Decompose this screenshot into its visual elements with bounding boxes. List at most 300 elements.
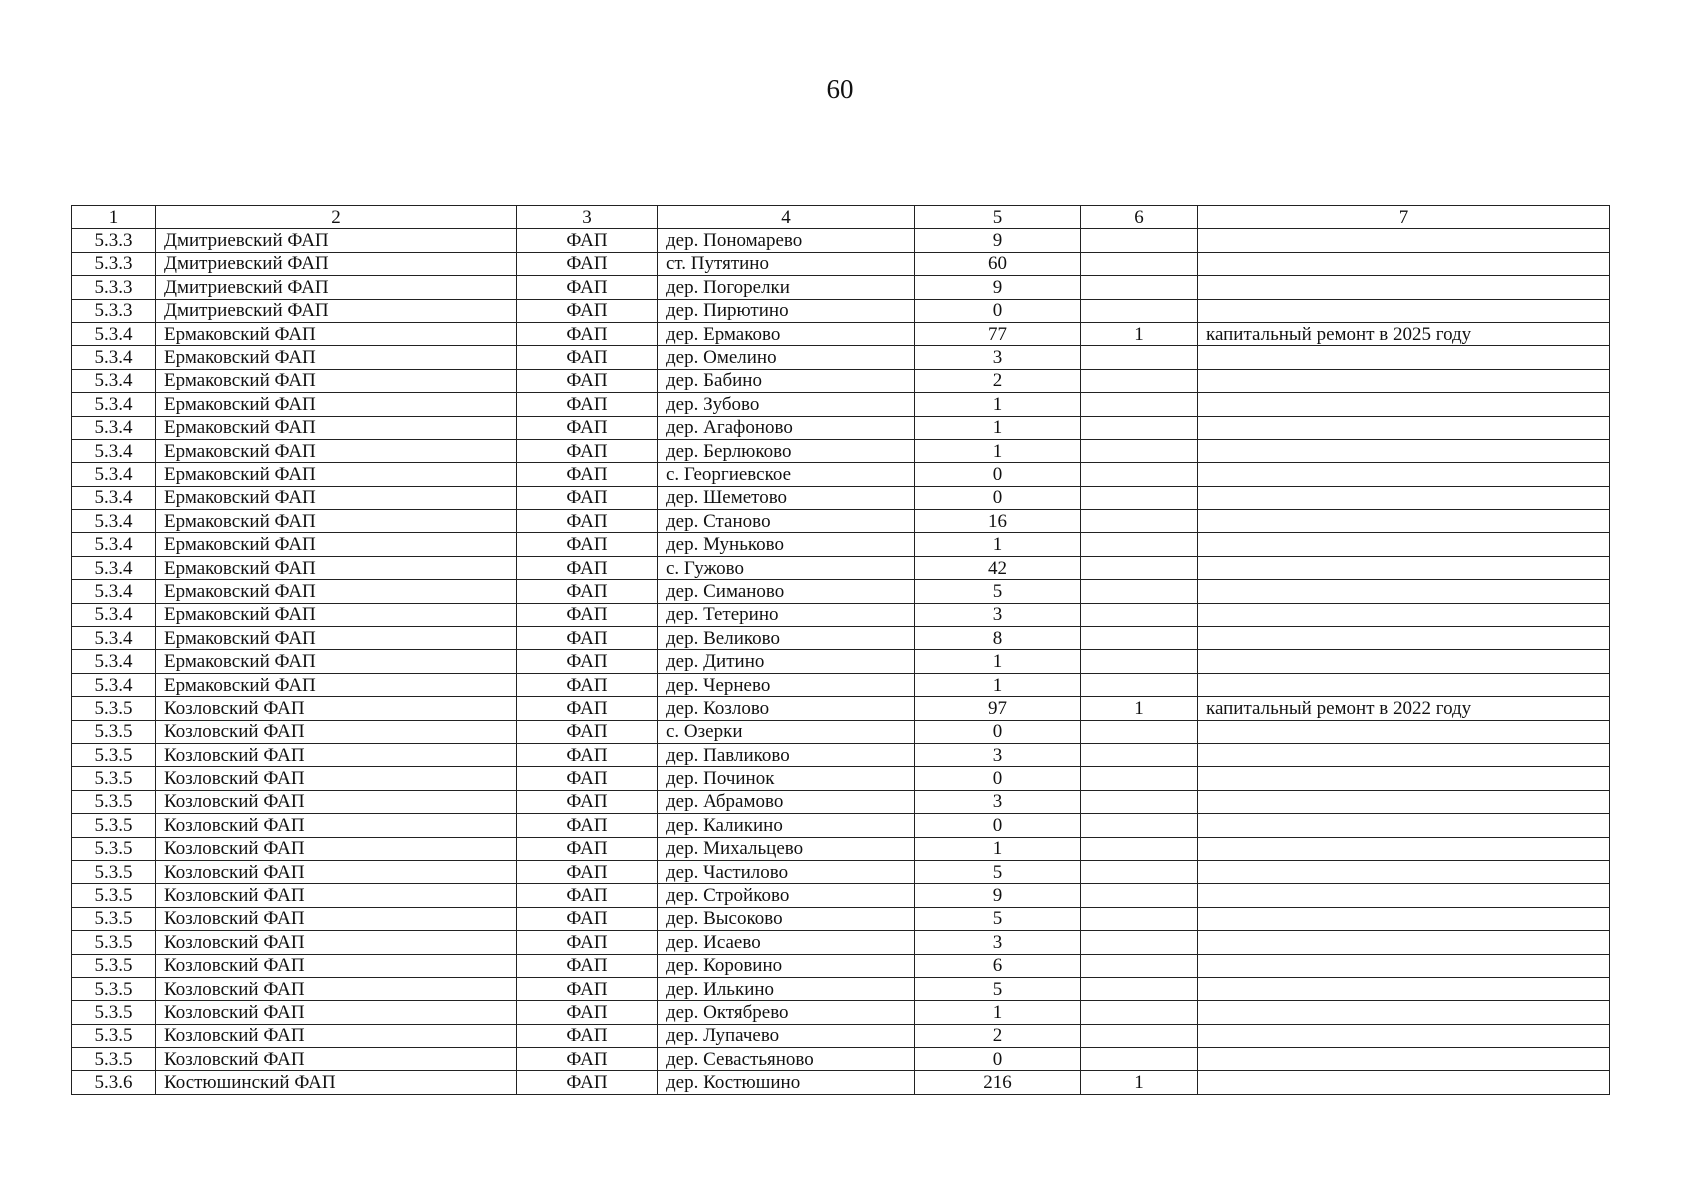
- column-header: 3: [517, 206, 658, 229]
- settlement-cell: дер. Погорелки: [658, 276, 915, 299]
- facility-name-cell: Ермаковский ФАП: [156, 393, 517, 416]
- facility-type-cell: ФАП: [517, 393, 658, 416]
- settlement-cell: ст. Путятино: [658, 252, 915, 275]
- settlement-cell: с. Гужово: [658, 556, 915, 579]
- count-cell: [1081, 229, 1198, 252]
- population-cell: 1: [915, 393, 1081, 416]
- note-cell: [1198, 650, 1610, 673]
- column-header: 6: [1081, 206, 1198, 229]
- row-code-cell: 5.3.5: [72, 837, 156, 860]
- facility-name-cell: Ермаковский ФАП: [156, 439, 517, 462]
- settlement-cell: дер. Чернево: [658, 673, 915, 696]
- count-cell: [1081, 252, 1198, 275]
- population-cell: 0: [915, 463, 1081, 486]
- count-cell: [1081, 276, 1198, 299]
- count-cell: [1081, 673, 1198, 696]
- population-cell: 0: [915, 299, 1081, 322]
- note-cell: [1198, 439, 1610, 462]
- settlement-cell: дер. Костюшино: [658, 1071, 915, 1094]
- count-cell: [1081, 720, 1198, 743]
- note-cell: [1198, 580, 1610, 603]
- facility-name-cell: Козловский ФАП: [156, 860, 517, 883]
- table-row: [72, 533, 1610, 556]
- table-row: [72, 697, 1610, 720]
- table-row: [72, 299, 1610, 322]
- facility-name-cell: Ермаковский ФАП: [156, 463, 517, 486]
- population-cell: 2: [915, 369, 1081, 392]
- population-cell: 5: [915, 977, 1081, 1000]
- settlement-cell: с. Георгиевское: [658, 463, 915, 486]
- facility-type-cell: ФАП: [517, 252, 658, 275]
- count-cell: [1081, 393, 1198, 416]
- row-code-cell: 5.3.5: [72, 814, 156, 837]
- row-code-cell: 5.3.4: [72, 463, 156, 486]
- table-row: [72, 650, 1610, 673]
- facility-type-cell: ФАП: [517, 977, 658, 1000]
- population-cell: 5: [915, 860, 1081, 883]
- settlement-cell: дер. Шеметово: [658, 486, 915, 509]
- note-cell: [1198, 369, 1610, 392]
- row-code-cell: 5.3.4: [72, 673, 156, 696]
- settlement-cell: дер. Октябрево: [658, 1001, 915, 1024]
- settlements-table: [71, 205, 1610, 1095]
- note-cell: [1198, 603, 1610, 626]
- table-row: [72, 743, 1610, 766]
- note-cell: [1198, 393, 1610, 416]
- note-cell: [1198, 743, 1610, 766]
- count-cell: [1081, 580, 1198, 603]
- facility-name-cell: Ермаковский ФАП: [156, 556, 517, 579]
- row-code-cell: 5.3.5: [72, 720, 156, 743]
- table-row: [72, 463, 1610, 486]
- count-cell: [1081, 814, 1198, 837]
- row-code-cell: 5.3.3: [72, 229, 156, 252]
- facility-type-cell: ФАП: [517, 533, 658, 556]
- facility-type-cell: ФАП: [517, 1001, 658, 1024]
- facility-type-cell: ФАП: [517, 743, 658, 766]
- table-row: [72, 767, 1610, 790]
- facility-name-cell: Ермаковский ФАП: [156, 627, 517, 650]
- settlement-cell: дер. Абрамово: [658, 790, 915, 813]
- table-row: [72, 814, 1610, 837]
- count-cell: [1081, 977, 1198, 1000]
- facility-name-cell: Козловский ФАП: [156, 790, 517, 813]
- note-cell: [1198, 1048, 1610, 1071]
- facility-type-cell: ФАП: [517, 884, 658, 907]
- table-row: [72, 393, 1610, 416]
- table-row: [72, 790, 1610, 813]
- facility-type-cell: ФАП: [517, 720, 658, 743]
- settlement-cell: дер. Коровино: [658, 954, 915, 977]
- population-cell: 60: [915, 252, 1081, 275]
- row-code-cell: 5.3.5: [72, 884, 156, 907]
- count-cell: [1081, 1024, 1198, 1047]
- table-row: [72, 603, 1610, 626]
- population-cell: 5: [915, 907, 1081, 930]
- population-cell: 5: [915, 580, 1081, 603]
- note-cell: [1198, 931, 1610, 954]
- population-cell: 3: [915, 346, 1081, 369]
- settlement-cell: с. Озерки: [658, 720, 915, 743]
- table-row: [72, 346, 1610, 369]
- population-cell: 3: [915, 790, 1081, 813]
- row-code-cell: 5.3.4: [72, 510, 156, 533]
- facility-type-cell: ФАП: [517, 603, 658, 626]
- note-cell: [1198, 814, 1610, 837]
- facility-type-cell: ФАП: [517, 814, 658, 837]
- note-cell: [1198, 954, 1610, 977]
- population-cell: 0: [915, 486, 1081, 509]
- table-row: [72, 954, 1610, 977]
- count-cell: [1081, 931, 1198, 954]
- facility-name-cell: Козловский ФАП: [156, 697, 517, 720]
- facility-type-cell: ФАП: [517, 837, 658, 860]
- count-cell: [1081, 907, 1198, 930]
- table-row: [72, 1071, 1610, 1094]
- table-row: [72, 977, 1610, 1000]
- row-code-cell: 5.3.4: [72, 556, 156, 579]
- row-code-cell: 5.3.6: [72, 1071, 156, 1094]
- count-cell: 1: [1081, 322, 1198, 345]
- column-header: 5: [915, 206, 1081, 229]
- table-row: [72, 486, 1610, 509]
- settlement-cell: дер. Омелино: [658, 346, 915, 369]
- population-cell: 3: [915, 743, 1081, 766]
- facility-type-cell: ФАП: [517, 369, 658, 392]
- page-number: 60: [826, 74, 854, 104]
- facility-name-cell: Козловский ФАП: [156, 837, 517, 860]
- settlement-cell: дер. Зубово: [658, 393, 915, 416]
- note-cell: [1198, 510, 1610, 533]
- facility-type-cell: ФАП: [517, 463, 658, 486]
- table-row: [72, 229, 1610, 252]
- note-cell: [1198, 252, 1610, 275]
- population-cell: 1: [915, 673, 1081, 696]
- facility-type-cell: ФАП: [517, 767, 658, 790]
- facility-name-cell: Козловский ФАП: [156, 884, 517, 907]
- note-cell: [1198, 720, 1610, 743]
- row-code-cell: 5.3.4: [72, 322, 156, 345]
- table-row: [72, 1024, 1610, 1047]
- facility-name-cell: Ермаковский ФАП: [156, 346, 517, 369]
- population-cell: 9: [915, 229, 1081, 252]
- count-cell: [1081, 486, 1198, 509]
- facility-type-cell: ФАП: [517, 1024, 658, 1047]
- note-cell: [1198, 299, 1610, 322]
- note-cell: [1198, 1001, 1610, 1024]
- table-row: [72, 580, 1610, 603]
- facility-name-cell: Ермаковский ФАП: [156, 322, 517, 345]
- note-cell: [1198, 1071, 1610, 1094]
- count-cell: [1081, 463, 1198, 486]
- facility-name-cell: Козловский ФАП: [156, 743, 517, 766]
- facility-type-cell: ФАП: [517, 322, 658, 345]
- facility-name-cell: Козловский ФАП: [156, 814, 517, 837]
- population-cell: 0: [915, 720, 1081, 743]
- facility-name-cell: Ермаковский ФАП: [156, 650, 517, 673]
- facility-type-cell: ФАП: [517, 346, 658, 369]
- facility-name-cell: Ермаковский ФАП: [156, 369, 517, 392]
- facility-name-cell: Ермаковский ФАП: [156, 533, 517, 556]
- row-code-cell: 5.3.5: [72, 1048, 156, 1071]
- table-row: [72, 556, 1610, 579]
- population-cell: 0: [915, 767, 1081, 790]
- row-code-cell: 5.3.3: [72, 252, 156, 275]
- facility-type-cell: ФАП: [517, 1048, 658, 1071]
- settlement-cell: дер. Каликино: [658, 814, 915, 837]
- settlement-cell: дер. Агафоново: [658, 416, 915, 439]
- note-cell: [1198, 767, 1610, 790]
- note-cell: [1198, 673, 1610, 696]
- count-cell: [1081, 439, 1198, 462]
- row-code-cell: 5.3.4: [72, 486, 156, 509]
- column-header: 1: [72, 206, 156, 229]
- note-cell: [1198, 276, 1610, 299]
- row-code-cell: 5.3.4: [72, 393, 156, 416]
- table-row: [72, 276, 1610, 299]
- settlement-cell: дер. Частилово: [658, 860, 915, 883]
- count-cell: [1081, 743, 1198, 766]
- settlement-cell: дер. Михальцево: [658, 837, 915, 860]
- settlement-cell: дер. Дитино: [658, 650, 915, 673]
- table-row: [72, 931, 1610, 954]
- table-row: [72, 627, 1610, 650]
- row-code-cell: 5.3.5: [72, 697, 156, 720]
- count-cell: [1081, 860, 1198, 883]
- note-cell: [1198, 346, 1610, 369]
- facility-name-cell: Костюшинский ФАП: [156, 1071, 517, 1094]
- settlement-cell: дер. Пирютино: [658, 299, 915, 322]
- settlement-cell: дер. Берлюково: [658, 439, 915, 462]
- facility-type-cell: ФАП: [517, 439, 658, 462]
- count-cell: [1081, 767, 1198, 790]
- facility-type-cell: ФАП: [517, 790, 658, 813]
- population-cell: 1: [915, 650, 1081, 673]
- settlement-cell: дер. Высоково: [658, 907, 915, 930]
- facility-name-cell: Козловский ФАП: [156, 1001, 517, 1024]
- count-cell: [1081, 603, 1198, 626]
- row-code-cell: 5.3.4: [72, 439, 156, 462]
- facility-name-cell: Козловский ФАП: [156, 767, 517, 790]
- table-row: [72, 837, 1610, 860]
- facility-type-cell: ФАП: [517, 907, 658, 930]
- facility-type-cell: ФАП: [517, 299, 658, 322]
- table-row: [72, 369, 1610, 392]
- row-code-cell: 5.3.5: [72, 743, 156, 766]
- note-cell: [1198, 463, 1610, 486]
- population-cell: 3: [915, 603, 1081, 626]
- count-cell: [1081, 1048, 1198, 1071]
- row-code-cell: 5.3.3: [72, 276, 156, 299]
- count-cell: [1081, 627, 1198, 650]
- row-code-cell: 5.3.4: [72, 650, 156, 673]
- population-cell: 1: [915, 1001, 1081, 1024]
- note-cell: [1198, 533, 1610, 556]
- settlement-cell: дер. Становo: [658, 510, 915, 533]
- population-cell: 8: [915, 627, 1081, 650]
- count-cell: [1081, 556, 1198, 579]
- settlement-cell: дер. Севастьяново: [658, 1048, 915, 1071]
- population-cell: 1: [915, 837, 1081, 860]
- count-cell: [1081, 416, 1198, 439]
- row-code-cell: 5.3.5: [72, 767, 156, 790]
- population-cell: 0: [915, 814, 1081, 837]
- facility-name-cell: Козловский ФАП: [156, 1048, 517, 1071]
- column-header: 2: [156, 206, 517, 229]
- note-cell: [1198, 556, 1610, 579]
- settlement-cell: дер. Илькино: [658, 977, 915, 1000]
- facility-name-cell: Дмитриевский ФАП: [156, 229, 517, 252]
- population-cell: 42: [915, 556, 1081, 579]
- facility-name-cell: Дмитриевский ФАП: [156, 276, 517, 299]
- facility-name-cell: Козловский ФАП: [156, 977, 517, 1000]
- note-cell: [1198, 486, 1610, 509]
- facility-name-cell: Ермаковский ФАП: [156, 603, 517, 626]
- note-cell: [1198, 790, 1610, 813]
- row-code-cell: 5.3.4: [72, 533, 156, 556]
- facility-name-cell: Ермаковский ФАП: [156, 580, 517, 603]
- table-row: [72, 510, 1610, 533]
- note-cell: [1198, 977, 1610, 1000]
- note-cell: [1198, 837, 1610, 860]
- facility-type-cell: ФАП: [517, 954, 658, 977]
- population-cell: 1: [915, 416, 1081, 439]
- population-cell: 16: [915, 510, 1081, 533]
- facility-type-cell: ФАП: [517, 627, 658, 650]
- note-cell: [1198, 416, 1610, 439]
- facility-type-cell: ФАП: [517, 673, 658, 696]
- table-row: [72, 322, 1610, 345]
- population-cell: 9: [915, 276, 1081, 299]
- table-header-row: [72, 206, 1610, 229]
- table-row: [72, 673, 1610, 696]
- population-cell: 216: [915, 1071, 1081, 1094]
- facility-type-cell: ФАП: [517, 931, 658, 954]
- count-cell: [1081, 650, 1198, 673]
- column-header: 4: [658, 206, 915, 229]
- population-cell: 0: [915, 1048, 1081, 1071]
- settlement-cell: дер. Симаново: [658, 580, 915, 603]
- facility-type-cell: ФАП: [517, 416, 658, 439]
- population-cell: 2: [915, 1024, 1081, 1047]
- row-code-cell: 5.3.5: [72, 1024, 156, 1047]
- count-cell: [1081, 954, 1198, 977]
- row-code-cell: 5.3.5: [72, 977, 156, 1000]
- count-cell: [1081, 533, 1198, 556]
- table-row: [72, 1001, 1610, 1024]
- settlement-cell: дер. Павликово: [658, 743, 915, 766]
- settlement-cell: дер. Лупачево: [658, 1024, 915, 1047]
- facility-type-cell: ФАП: [517, 556, 658, 579]
- facility-type-cell: ФАП: [517, 860, 658, 883]
- facility-name-cell: Дмитриевский ФАП: [156, 252, 517, 275]
- count-cell: [1081, 369, 1198, 392]
- facility-name-cell: Ермаковский ФАП: [156, 416, 517, 439]
- note-cell: [1198, 884, 1610, 907]
- facility-type-cell: ФАП: [517, 697, 658, 720]
- settlement-cell: дер. Починок: [658, 767, 915, 790]
- row-code-cell: 5.3.3: [72, 299, 156, 322]
- count-cell: [1081, 790, 1198, 813]
- note-cell: [1198, 1024, 1610, 1047]
- table-body: [72, 229, 1610, 1094]
- facility-name-cell: Ермаковский ФАП: [156, 510, 517, 533]
- facility-type-cell: ФАП: [517, 276, 658, 299]
- facility-name-cell: Ермаковский ФАП: [156, 486, 517, 509]
- population-cell: 77: [915, 322, 1081, 345]
- count-cell: [1081, 346, 1198, 369]
- facility-name-cell: Козловский ФАП: [156, 907, 517, 930]
- note-cell: [1198, 627, 1610, 650]
- note-cell: [1198, 907, 1610, 930]
- population-cell: 3: [915, 931, 1081, 954]
- row-code-cell: 5.3.5: [72, 931, 156, 954]
- table-row: [72, 416, 1610, 439]
- settlement-cell: дер. Козлово: [658, 697, 915, 720]
- facility-name-cell: Дмитриевский ФАП: [156, 299, 517, 322]
- row-code-cell: 5.3.5: [72, 860, 156, 883]
- table-row: [72, 907, 1610, 930]
- population-cell: 97: [915, 697, 1081, 720]
- facility-type-cell: ФАП: [517, 1071, 658, 1094]
- count-cell: 1: [1081, 697, 1198, 720]
- settlement-cell: дер. Исаево: [658, 931, 915, 954]
- table-row: [72, 720, 1610, 743]
- settlement-cell: дер. Ермаково: [658, 322, 915, 345]
- settlement-cell: дер. Тетерино: [658, 603, 915, 626]
- count-cell: [1081, 510, 1198, 533]
- row-code-cell: 5.3.4: [72, 603, 156, 626]
- row-code-cell: 5.3.4: [72, 416, 156, 439]
- column-header: 7: [1198, 206, 1610, 229]
- settlement-cell: дер. Пономарево: [658, 229, 915, 252]
- table-row: [72, 439, 1610, 462]
- facility-name-cell: Ермаковский ФАП: [156, 673, 517, 696]
- population-cell: 9: [915, 884, 1081, 907]
- note-cell: [1198, 860, 1610, 883]
- note-cell: [1198, 229, 1610, 252]
- facility-type-cell: ФАП: [517, 580, 658, 603]
- facility-type-cell: ФАП: [517, 510, 658, 533]
- row-code-cell: 5.3.4: [72, 627, 156, 650]
- facility-name-cell: Козловский ФАП: [156, 954, 517, 977]
- table-row: [72, 252, 1610, 275]
- note-cell: капитальный ремонт в 2022 году: [1198, 697, 1610, 720]
- count-cell: 1: [1081, 1071, 1198, 1094]
- note-cell: капитальный ремонт в 2025 году: [1198, 322, 1610, 345]
- count-cell: [1081, 837, 1198, 860]
- table-row: [72, 1048, 1610, 1071]
- count-cell: [1081, 884, 1198, 907]
- settlement-cell: дер. Бабино: [658, 369, 915, 392]
- facility-type-cell: ФАП: [517, 650, 658, 673]
- count-cell: [1081, 1001, 1198, 1024]
- row-code-cell: 5.3.5: [72, 907, 156, 930]
- population-cell: 1: [915, 533, 1081, 556]
- count-cell: [1081, 299, 1198, 322]
- facility-type-cell: ФАП: [517, 486, 658, 509]
- settlement-cell: дер. Стройково: [658, 884, 915, 907]
- row-code-cell: 5.3.4: [72, 346, 156, 369]
- row-code-cell: 5.3.5: [72, 954, 156, 977]
- facility-name-cell: Козловский ФАП: [156, 720, 517, 743]
- row-code-cell: 5.3.4: [72, 580, 156, 603]
- facility-name-cell: Козловский ФАП: [156, 931, 517, 954]
- population-cell: 1: [915, 439, 1081, 462]
- settlement-cell: дер. Великово: [658, 627, 915, 650]
- facility-type-cell: ФАП: [517, 229, 658, 252]
- row-code-cell: 5.3.5: [72, 1001, 156, 1024]
